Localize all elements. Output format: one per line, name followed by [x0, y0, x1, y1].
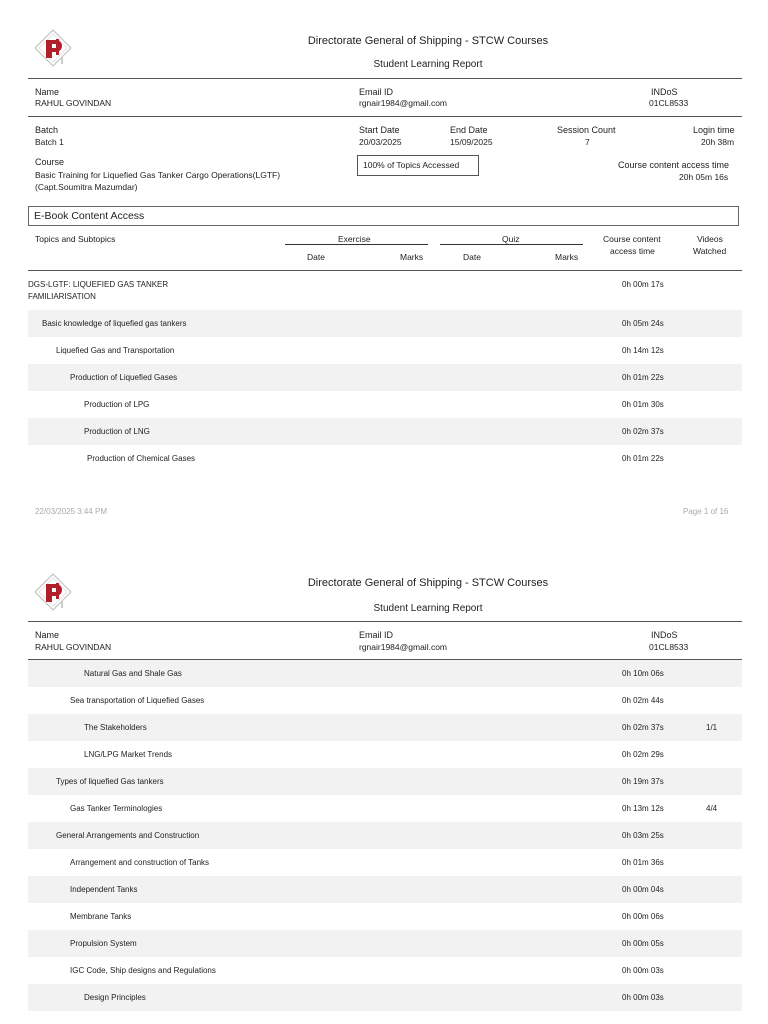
row-time: 0h 00m 04s	[622, 885, 664, 894]
row-time: 0h 00m 06s	[622, 912, 664, 921]
email-label: Email ID	[359, 87, 394, 97]
divider	[28, 621, 742, 622]
name-label: Name	[35, 630, 60, 640]
report-org-title: Directorate General of Shipping - STCW Courses	[307, 577, 549, 589]
footer-page-number: Page 1 of 16	[683, 507, 729, 516]
student-email: rgnair1984@gmail.com	[359, 642, 448, 652]
row-topic: IGC Code, Ship designs and Regulations	[70, 966, 216, 975]
student-name: RAHUL GOVINDAN	[35, 642, 112, 652]
table-row	[28, 795, 742, 822]
indos-label: INDoS	[651, 87, 678, 97]
row-time: 0h 10m 06s	[622, 669, 664, 678]
row-time: 0h 14m 12s	[622, 346, 664, 355]
table-row	[28, 876, 742, 903]
table-row	[28, 418, 742, 445]
content-access-label: Course content access time	[618, 160, 730, 170]
batch-value: Batch 1	[35, 137, 64, 147]
exercise-underline	[285, 244, 428, 245]
row-topic: Design Principles	[84, 993, 146, 1002]
table-row	[28, 687, 742, 714]
row-videos: 4/4	[706, 804, 718, 813]
col-exercise-marks: Marks	[400, 252, 424, 262]
course-label: Course	[35, 157, 65, 167]
row-topic: Production of LNG	[84, 427, 150, 436]
table-row	[28, 337, 742, 364]
table-row	[28, 903, 742, 930]
student-indos: 01CL8533	[649, 98, 689, 108]
session-count: 7	[585, 137, 590, 147]
col-quiz-date: Date	[463, 252, 481, 262]
row-time: 0h 01m 22s	[622, 373, 664, 382]
report-subtitle: Student Learning Report	[373, 59, 483, 70]
footer-timestamp: 22/03/2025 3:44 PM	[35, 507, 108, 516]
table-row	[28, 660, 742, 687]
row-time: 0h 01m 30s	[622, 400, 664, 409]
module-access-time: 0h 00m 17s	[622, 280, 664, 289]
indos-label: INDoS	[651, 630, 678, 640]
row-time: 0h 02m 44s	[622, 696, 664, 705]
name-label: Name	[35, 87, 60, 97]
divider	[28, 116, 742, 117]
row-topic: Natural Gas and Shale Gas	[84, 669, 182, 678]
row-topic: Production of LPG	[84, 400, 150, 409]
table-row	[28, 741, 742, 768]
row-time: 0h 05m 24s	[622, 319, 664, 328]
row-time: 0h 00m 03s	[622, 966, 664, 975]
col-exercise: Exercise	[338, 234, 371, 244]
col-access-time: Course content	[603, 234, 661, 244]
report-org-title: Directorate General of Shipping - STCW Courses	[307, 35, 549, 47]
email-label: Email ID	[359, 630, 394, 640]
start-date-label: Start Date	[359, 125, 400, 135]
row-topic: Independent Tanks	[70, 885, 138, 894]
row-videos: 1/1	[706, 723, 718, 732]
row-topic: General Arrangements and Construction	[56, 831, 200, 840]
row-time: 0h 00m 05s	[622, 939, 664, 948]
row-time: 0h 03m 25s	[622, 831, 664, 840]
topics-accessed-badge: 100% of Topics Accessed	[357, 155, 479, 176]
login-time-label: Login time	[693, 125, 735, 135]
col-topics: Topics and Subtopics	[35, 234, 116, 244]
table-row	[28, 849, 742, 876]
row-time: 0h 02m 29s	[622, 750, 664, 759]
table-row	[28, 984, 742, 1011]
course-name: Basic Training for Liquefied Gas Tanker Cargo Operations(LGTF)	[35, 170, 281, 180]
table-row	[28, 957, 742, 984]
col-quiz: Quiz	[502, 234, 520, 244]
student-indos: 01CL8533	[649, 642, 689, 652]
row-time: 0h 01m 22s	[622, 454, 664, 463]
row-topic: Types of liquefied Gas tankers	[56, 777, 164, 786]
report-subtitle: Student Learning Report	[373, 603, 483, 614]
table-row	[28, 445, 742, 472]
student-email: rgnair1984@gmail.com	[359, 98, 448, 108]
start-date: 20/03/2025	[359, 137, 402, 147]
row-time: 0h 00m 03s	[622, 993, 664, 1002]
module-title: DGS-LGTF: LIQUEFIED GAS TANKER	[28, 280, 169, 289]
table-row	[28, 930, 742, 957]
col-exercise-date: Date	[307, 252, 325, 262]
row-topic: Arrangement and construction of Tanks	[70, 858, 210, 867]
quiz-underline	[440, 244, 583, 245]
row-time: 0h 19m 37s	[622, 777, 664, 786]
table-row	[28, 822, 742, 849]
row-time: 0h 02m 37s	[622, 427, 664, 436]
student-name: RAHUL GOVINDAN	[35, 98, 112, 108]
row-topic: Propulsion System	[70, 939, 137, 948]
table-row	[28, 714, 742, 741]
table-row	[28, 391, 742, 418]
row-topic: Liquefied Gas and Transportation	[56, 346, 175, 355]
col-videos-2: Watched	[693, 246, 727, 256]
login-time: 20h 38m	[701, 137, 735, 147]
divider	[28, 78, 742, 79]
row-topic: LNG/LPG Market Trends	[84, 750, 173, 759]
divider	[28, 270, 742, 271]
row-topic: The Stakeholders	[84, 723, 147, 732]
row-topic: Gas Tanker Terminologies	[70, 804, 163, 813]
ebook-section-title: E-Book Content Access	[28, 206, 739, 226]
row-topic: Production of Chemical Gases	[87, 454, 196, 463]
module-title-2: FAMILIARISATION	[28, 292, 96, 301]
col-quiz-marks: Marks	[555, 252, 579, 262]
content-access-time: 20h 05m 16s	[679, 172, 729, 182]
col-videos: Videos	[697, 234, 723, 244]
row-time: 0h 02m 37s	[622, 723, 664, 732]
row-time: 0h 13m 12s	[622, 804, 664, 813]
table-row	[28, 310, 742, 337]
batch-label: Batch	[35, 125, 59, 135]
row-topic: Sea transportation of Liquefied Gases	[70, 696, 205, 705]
row-topic: Membrane Tanks	[70, 912, 132, 921]
col-access-time-2: access time	[610, 246, 655, 256]
course-instructor: (Capt.Soumitra Mazumdar)	[35, 182, 138, 192]
table-row	[28, 364, 742, 391]
table-row	[28, 768, 742, 795]
row-time: 0h 01m 36s	[622, 858, 664, 867]
end-date: 15/09/2025	[450, 137, 493, 147]
row-topic: Basic knowledge of liquefied gas tankers	[42, 319, 187, 328]
session-count-label: Session Count	[557, 125, 616, 135]
row-topic: Production of Liquefied Gases	[70, 373, 178, 382]
end-date-label: End Date	[450, 125, 488, 135]
